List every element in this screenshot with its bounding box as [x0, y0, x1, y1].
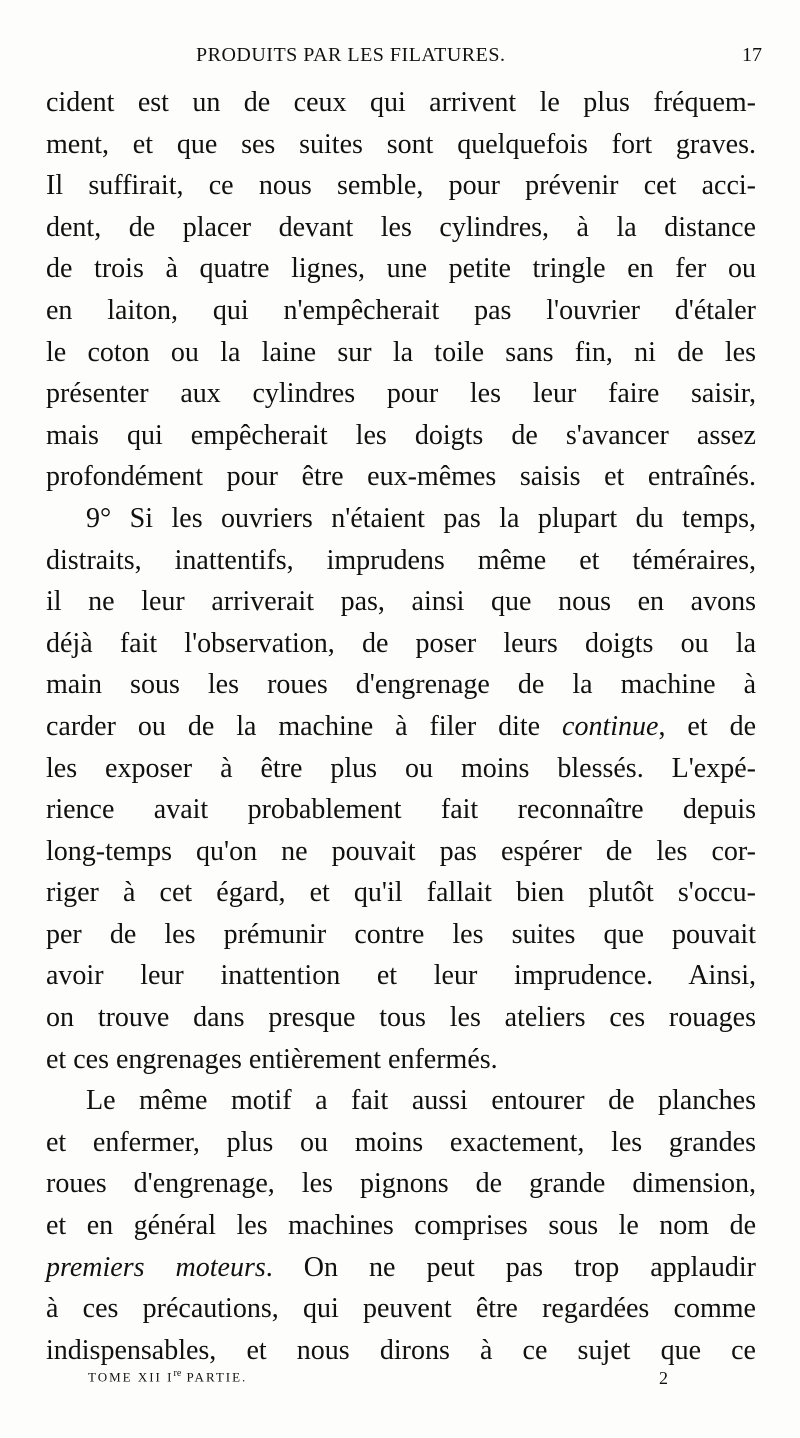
- text-line: [46, 623, 756, 665]
- text-segment: cident est un de ceux qui arrivent le plus fréquem-: [46, 87, 756, 118]
- text-line: [46, 955, 756, 997]
- text-line: [46, 581, 756, 623]
- text-segment: . On ne peut pas trop applaudir: [265, 1251, 756, 1283]
- text-segment: le coton ou la laine sur la toile sans fin, ni de les: [46, 336, 756, 368]
- signature-mark: 2: [659, 1368, 668, 1388]
- text-segment: déjà fait l'observation, de poser leurs doigts ou la: [46, 627, 756, 659]
- text-line: [46, 664, 756, 706]
- running-head: [46, 44, 762, 74]
- text-line: [46, 1039, 756, 1081]
- page-number: 17: [742, 44, 762, 66]
- body-text: [46, 82, 756, 1371]
- text-segment: on trouve dans presque tous les ateliers ces rouages: [46, 1002, 756, 1034]
- text-segment: profondément pour être eux-mêmes saisis et entraînés.: [46, 461, 756, 493]
- italic-text-segment: continue: [562, 710, 659, 742]
- text-segment: mais qui empêcherait les doigts de s'avancer assez: [46, 419, 756, 451]
- running-title: PRODUITS PAR LES FILATURES.: [196, 44, 506, 66]
- text-segment: Il suffirait, ce nous semble, pour prévenir cet acci-: [46, 170, 756, 202]
- text-line: [46, 332, 756, 374]
- text-line: [46, 831, 756, 873]
- text-line: [46, 456, 756, 498]
- text-line: [46, 82, 756, 124]
- text-segment: ment, et que ses suites sont quelquefois fort graves.: [46, 128, 756, 160]
- text-line: [46, 1330, 756, 1372]
- text-line: [46, 1122, 756, 1164]
- text-line: [46, 373, 756, 415]
- text-line: [46, 1247, 756, 1289]
- text-line: [46, 415, 756, 457]
- text-line: [46, 248, 756, 290]
- volume-signature: [88, 1368, 247, 1385]
- volume-signature-suffix: PARTIE.: [181, 1369, 248, 1385]
- text-line: [46, 124, 756, 166]
- text-segment: indispensables, et nous dirons à ce sujet que ce: [46, 1334, 756, 1366]
- text-line: [46, 540, 756, 582]
- text-segment: et ces engrenages entièrement enfermés.: [46, 1043, 498, 1075]
- text-segment: en laiton, qui n'empêcherait pas l'ouvrier d'étaler: [46, 294, 756, 326]
- text-segment: 9° Si les ouvriers n'étaient pas la plupart du temps,: [86, 502, 756, 534]
- text-segment: distraits, inattentifs, imprudens même et téméraires,: [46, 544, 756, 576]
- text-segment: présenter aux cylindres pour les leur faire saisir,: [46, 378, 756, 410]
- text-line: [46, 1163, 756, 1205]
- text-segment: avoir leur inattention et leur imprudence. Ainsi,: [46, 960, 756, 992]
- text-segment: et en général les machines comprises sous le nom de: [46, 1210, 756, 1242]
- text-segment: carder ou de la machine à filer dite: [46, 710, 563, 742]
- text-line: [46, 165, 756, 207]
- text-segment: les exposer à être plus ou moins blessés. L'expé-: [46, 752, 756, 784]
- volume-signature-prefix: TOME XII I: [88, 1369, 174, 1385]
- text-line: [46, 498, 756, 540]
- text-line: [46, 207, 756, 249]
- text-line: [46, 706, 756, 748]
- text-line: [46, 1080, 756, 1122]
- text-line: [46, 1288, 756, 1330]
- italic-text-segment: premiers moteurs: [46, 1251, 266, 1283]
- page-footer: [88, 1368, 668, 1392]
- text-segment: et enfermer, plus ou moins exactement, les grandes: [46, 1126, 756, 1158]
- text-segment: dent, de placer devant les cylindres, à la distance: [46, 211, 756, 243]
- text-line: [46, 290, 756, 332]
- text-segment: à ces précautions, qui peuvent être regardées comme: [46, 1293, 756, 1325]
- text-segment: rience avait probablement fait reconnaître depuis: [46, 794, 756, 826]
- text-segment: main sous les roues d'engrenage de la machine à: [46, 669, 756, 701]
- text-segment: Le même motif a fait aussi entourer de planches: [86, 1085, 756, 1117]
- text-segment: , et de: [658, 710, 756, 742]
- text-line: [46, 748, 756, 790]
- volume-signature-superscript: re: [173, 1368, 182, 1379]
- text-segment: long-temps qu'on ne pouvait pas espérer de les cor-: [46, 835, 756, 867]
- text-line: [46, 914, 756, 956]
- text-segment: roues d'engrenage, les pignons de grande dimension,: [46, 1168, 756, 1200]
- text-line: [46, 997, 756, 1039]
- text-segment: riger à cet égard, et qu'il fallait bien plutôt s'occu-: [46, 877, 756, 909]
- text-line: [46, 1205, 756, 1247]
- text-line: [46, 789, 756, 831]
- text-segment: de trois à quatre lignes, une petite tringle en fer ou: [46, 253, 756, 285]
- text-segment: il ne leur arriverait pas, ainsi que nous en avons: [46, 586, 756, 618]
- text-line: [46, 872, 756, 914]
- text-segment: per de les prémunir contre les suites que pouvait: [46, 918, 756, 950]
